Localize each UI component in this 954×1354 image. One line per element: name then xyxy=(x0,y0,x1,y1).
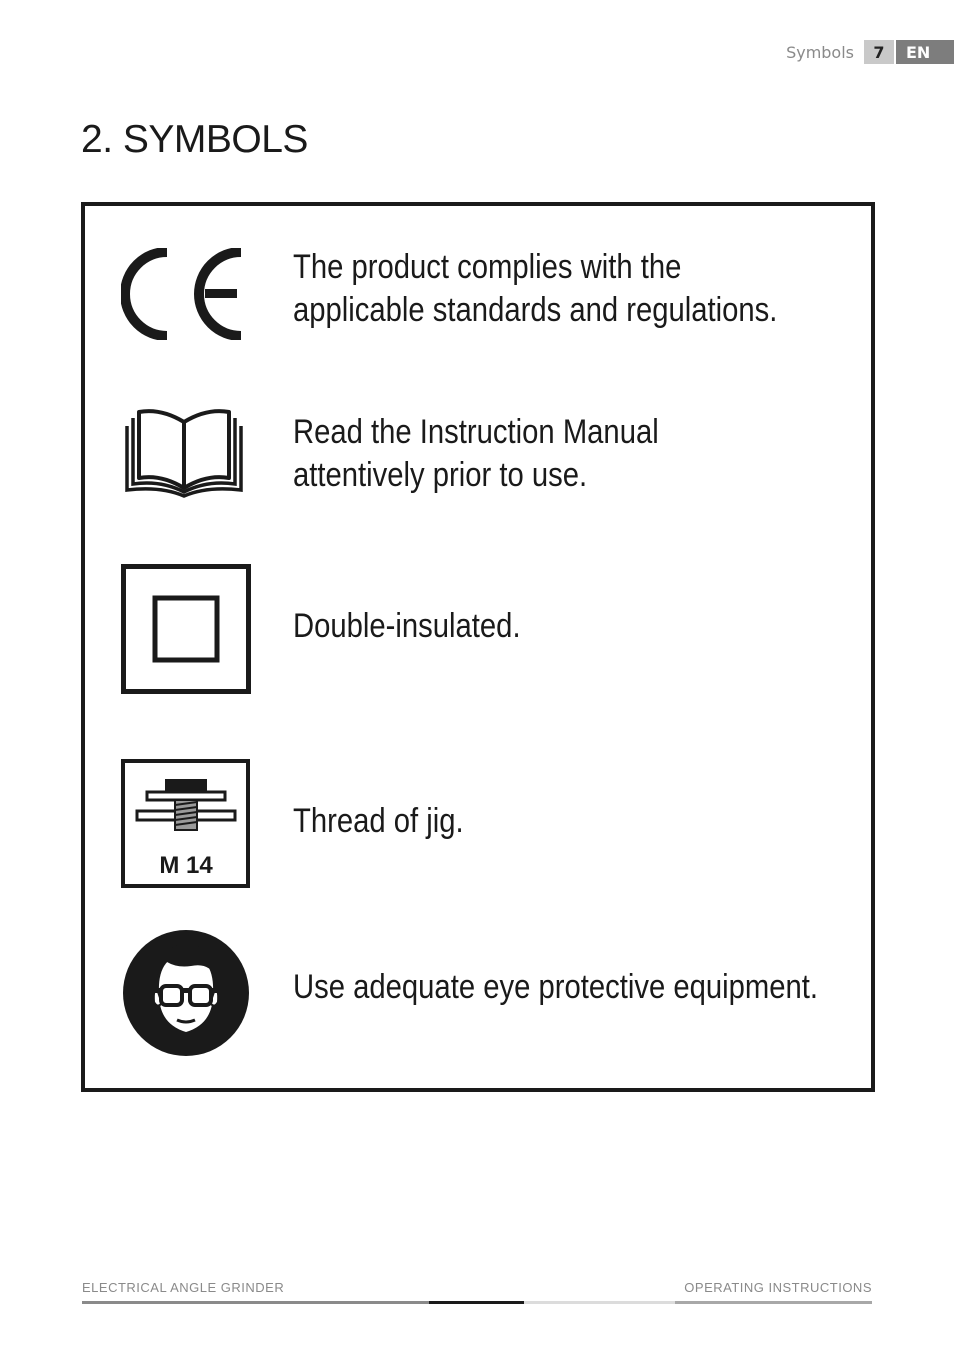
symbol-description-ce: The product complies with the applicable standards and regulations. xyxy=(293,248,778,329)
symbols-box xyxy=(81,202,875,1092)
symbol-description-double-insulated: Double-insulated. xyxy=(293,607,521,645)
ce-mark-icon xyxy=(121,248,243,345)
thread-of-jig-icon xyxy=(121,759,251,894)
footer-rule-segment-1 xyxy=(82,1301,429,1304)
footer-rule-segment-3 xyxy=(524,1301,675,1304)
footer-rule-segment-2 xyxy=(429,1301,524,1304)
symbol-description-thread: Thread of jig. xyxy=(293,802,464,840)
header-section-name: Symbols xyxy=(786,42,854,62)
page-header xyxy=(786,40,954,64)
footer-product-name: ELECTRICAL ANGLE GRINDER xyxy=(82,1280,285,1295)
symbol-description-eye-protection: Use adequate eye protective equipment. xyxy=(293,968,819,1006)
thread-size-label: M 14 xyxy=(159,852,213,879)
double-insulated-icon xyxy=(121,564,251,699)
symbol-description-manual: Read the Instruction Manual attentively prior to use. xyxy=(293,413,659,494)
page-title: 2. SYMBOLS xyxy=(81,118,308,161)
footer-document-type: OPERATING INSTRUCTIONS xyxy=(684,1280,872,1295)
eye-protection-icon xyxy=(121,928,251,1063)
footer-rule-segment-4 xyxy=(675,1301,872,1304)
book-icon xyxy=(121,408,247,503)
header-language-tab: EN xyxy=(896,40,954,64)
header-page-number: 7 xyxy=(864,40,894,64)
